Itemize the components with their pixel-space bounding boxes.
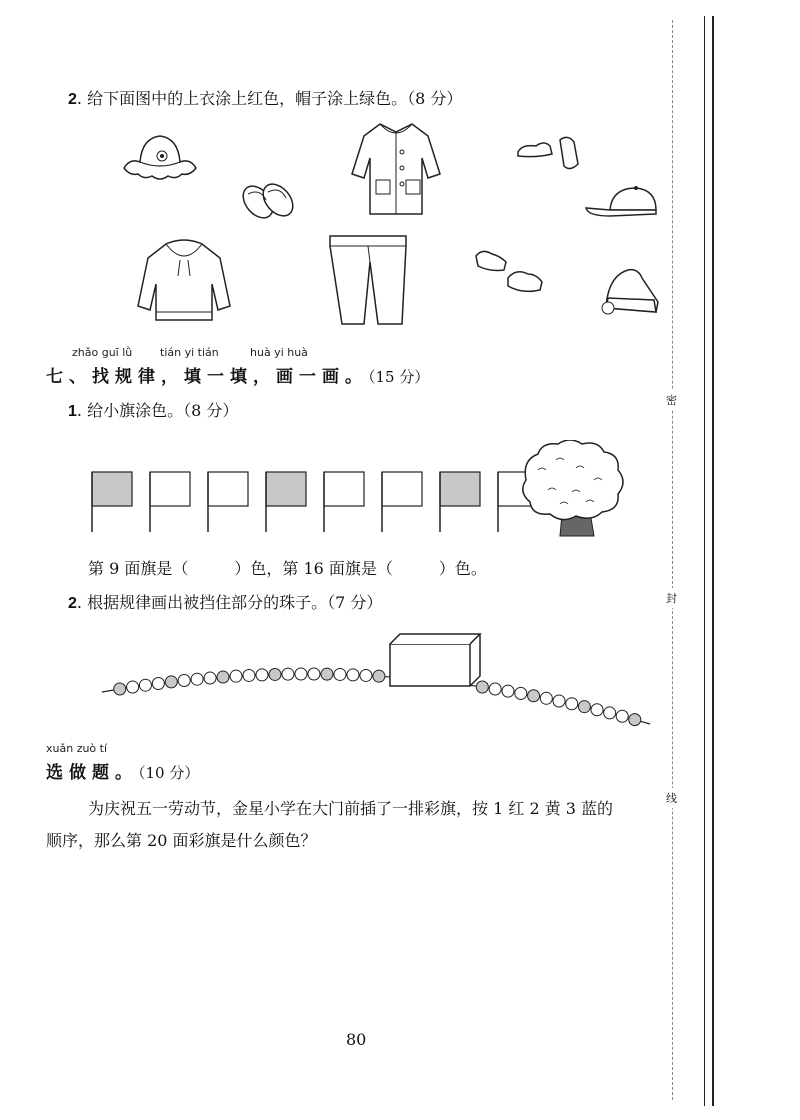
fill-text-2: ）色，第 16 面旗是（: [234, 559, 393, 578]
section-7-title: [46, 362, 429, 387]
seal-label-xian: 线: [666, 788, 677, 808]
flag-6[interactable]: [382, 472, 422, 532]
section-7-q2: 2. 根据规律画出被挡住部分的珠子。（7 分）: [68, 593, 383, 612]
bead: [360, 669, 372, 681]
bead: [566, 698, 578, 710]
bead: [489, 683, 501, 695]
page-number: 80: [346, 1030, 367, 1049]
section-8-line-2: 顺序，那么第 20 面彩旗是什么颜色？: [46, 831, 317, 850]
bead: [204, 672, 216, 684]
flag-5[interactable]: [324, 472, 364, 532]
pinyin-tianyitian: tián yi tián: [160, 346, 219, 359]
sneakers-icon: [474, 244, 546, 302]
bead: [502, 685, 514, 697]
question-number: 2: [68, 91, 77, 108]
bead: [604, 707, 616, 719]
bead: [476, 681, 488, 693]
bead: [308, 668, 320, 680]
bead-string: [96, 624, 656, 738]
section-7-q1: 1. 给小旗涂色。（8 分）: [68, 401, 239, 420]
box-icon: [390, 634, 480, 686]
winter-hat-icon: [598, 262, 660, 322]
binding-line-inner: [704, 16, 705, 1106]
bead: [282, 668, 294, 680]
dress-shoes-icon: [516, 132, 582, 178]
section-7-heading: 七、找规律，填一填，画一画。: [46, 367, 368, 387]
bead: [152, 677, 164, 689]
section-8-heading: 选做题。: [46, 763, 138, 783]
question-text: 给小旗涂色。（8 分）: [87, 401, 239, 420]
flag-2[interactable]: [150, 472, 190, 532]
coat-icon: [350, 118, 442, 222]
bead: [540, 692, 552, 704]
bead: [256, 669, 268, 681]
flag-3[interactable]: [208, 472, 248, 532]
bead: [321, 668, 333, 680]
pinyin-huayihua: huà yi huà: [250, 346, 308, 359]
flag-1[interactable]: [92, 472, 132, 532]
hoodie-icon: [136, 238, 232, 328]
pinyin-zhaoguilv: zhǎo guī lǜ: [72, 346, 133, 359]
bead: [230, 670, 242, 682]
flag-fill-blank: [88, 556, 487, 579]
pants-icon: [326, 232, 410, 332]
bead: [334, 668, 346, 680]
bead: [139, 679, 151, 691]
bead: [269, 668, 281, 680]
bead: [114, 683, 126, 695]
bead: [165, 676, 177, 688]
bead: [243, 669, 255, 681]
flag-row: [86, 440, 646, 544]
question-2-title: 2. 给下面图中的上衣涂上红色，帽子涂上绿色。（8 分）: [68, 89, 463, 108]
flag-7[interactable]: [440, 472, 480, 532]
section-7-score: （15 分）: [368, 368, 430, 386]
section-8-line-1: 为庆祝五一劳动节，金星小学在大门前插了一排彩旗，按 1 红 2 黄 3 蓝的: [88, 799, 614, 818]
bead: [178, 674, 190, 686]
bead: [591, 704, 603, 716]
seal-label-feng: 封: [666, 588, 677, 608]
bead: [528, 690, 540, 702]
seal-label-mi: 密: [666, 390, 677, 410]
section-8-score: （10 分）: [138, 764, 200, 782]
bead: [347, 669, 359, 681]
bead: [515, 687, 527, 699]
flag-row-drawing: [86, 440, 646, 540]
slippers-icon: [238, 178, 300, 226]
flag-4[interactable]: [266, 472, 306, 532]
section-8-title: [46, 758, 199, 783]
tree-icon: [523, 440, 623, 536]
bead: [295, 668, 307, 680]
fill-text-3: ）色。: [438, 559, 487, 578]
question-number: 2: [68, 595, 77, 612]
seal-dashed-line: [672, 20, 674, 1100]
bead: [127, 681, 139, 693]
bead: [616, 710, 628, 722]
binding-line-outer: [712, 16, 714, 1106]
fill-text-1: 第 9 面旗是（: [88, 559, 189, 578]
bead: [191, 673, 203, 685]
bead: [217, 671, 229, 683]
hat-icon: [120, 128, 200, 188]
question-text: 根据规律画出被挡住部分的珠子。（7 分）: [87, 593, 383, 612]
cap-icon: [584, 184, 664, 228]
question-text: 给下面图中的上衣涂上红色，帽子涂上绿色。（8 分）: [87, 89, 463, 108]
bead: [553, 695, 565, 707]
bead-string-drawing: [96, 624, 656, 734]
pinyin-xuanzuoti: xuǎn zuò tí: [46, 742, 108, 755]
question-number: 1: [68, 403, 77, 420]
bead: [629, 714, 641, 726]
bead: [373, 670, 385, 682]
bead: [578, 701, 590, 713]
